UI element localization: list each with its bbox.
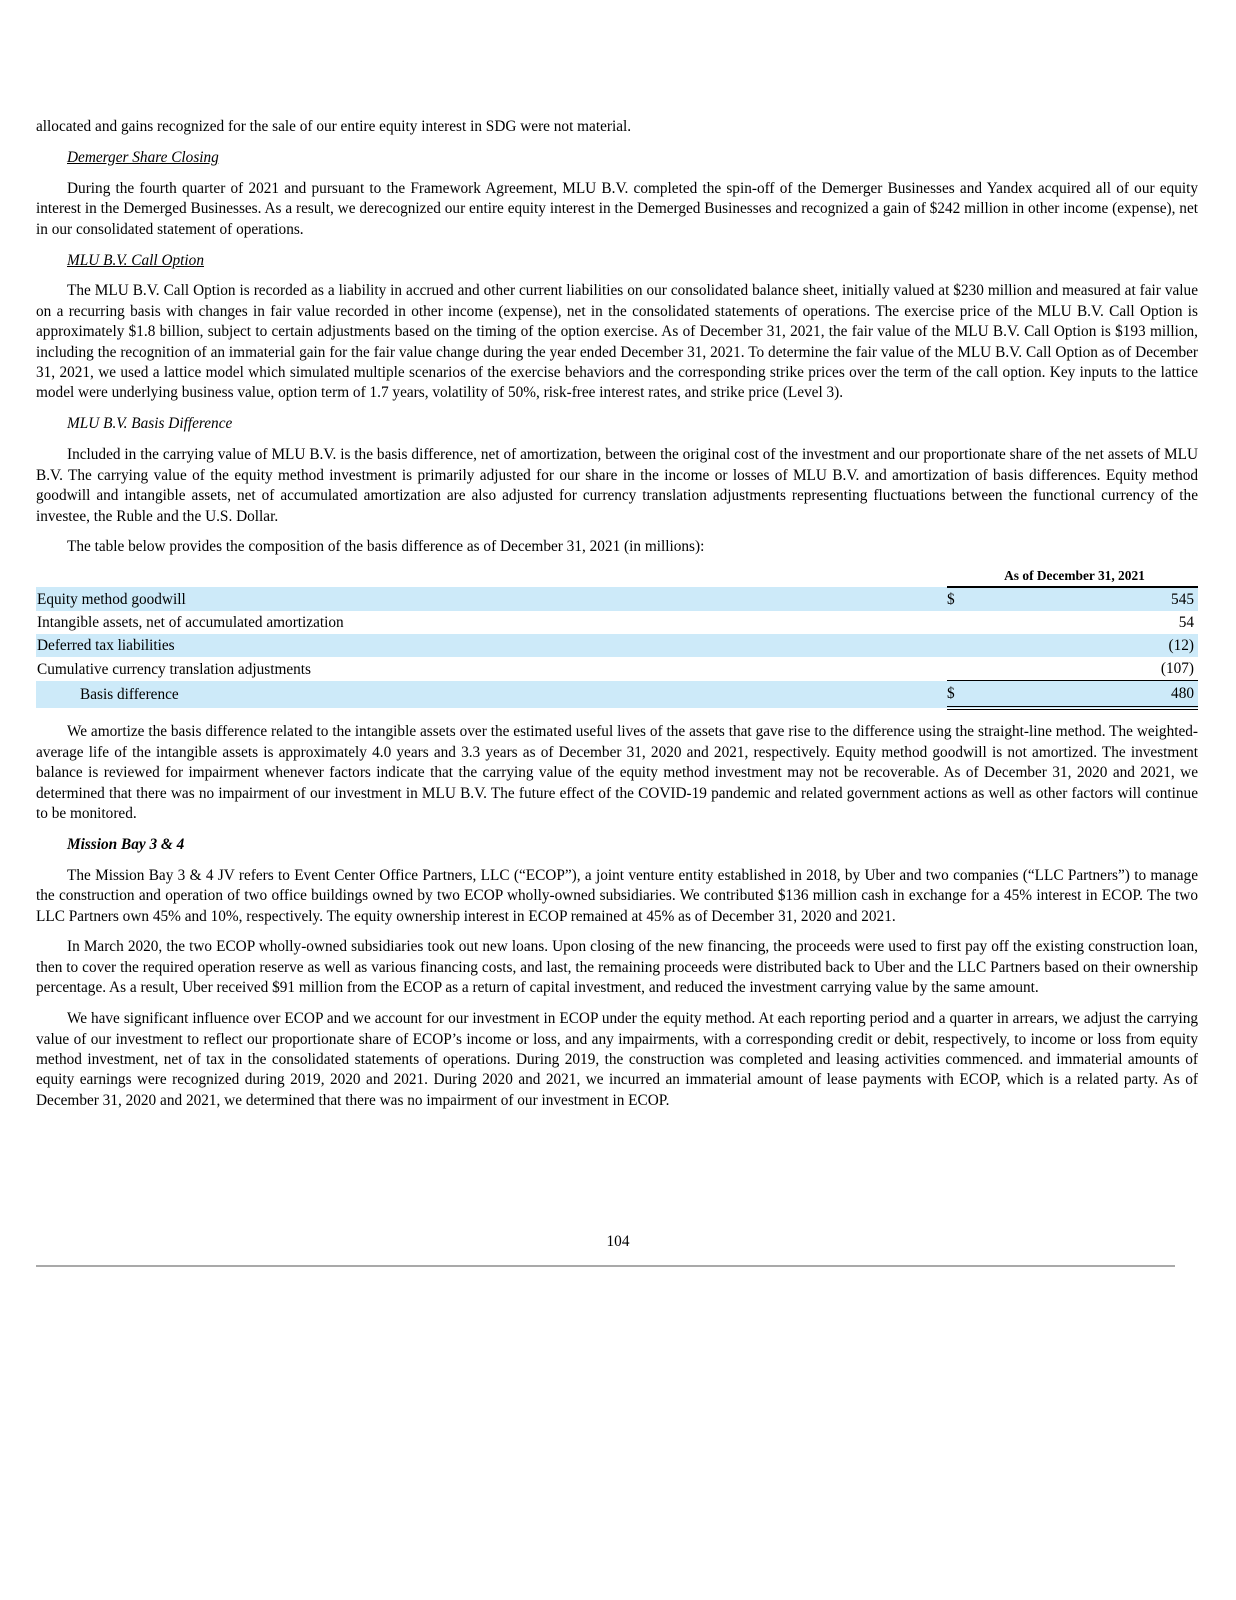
row-value: (12) (971, 634, 1198, 657)
table-row (36, 657, 1198, 681)
heading-demerger-share-closing: Demerger Share Closing (67, 148, 219, 166)
paragraph-sdg-gains: allocated and gains recognized for the sale of our entire equity interest in SDG were not material. (36, 118, 632, 135)
row-currency (947, 611, 971, 634)
paragraph-amortization: We amortize the basis difference related to the intangible assets over the estimated useful lives of the assets that gave rise to the difference using the straight-line method. The weighted-average life of the intangible assets is approximately 4.0 years and 3.3 years as of December 31, 2020 and 2021, respectively. Equity method goodwill is not amortized. The investment balance is reviewed for impairment whenever factors indicate that the carrying value of the equity method investment may not be recoverable. As of December 31, 2020 and 2021, we determined that there was no impairment of our investment in MLU B.V. The future effect of the COVID-19 pandemic and related government actions as well as other factors will continue to be monitored. (36, 723, 1198, 822)
paragraph-demerger: During the fourth quarter of 2021 and pursuant to the Framework Agreement, MLU B.V. completed the spin-off of the Demerger Businesses and Yandex acquired all of our equity interest in the Demerged Businesses. As a result, we derecognized our entire equity interest in the Demerged Businesses and recognized a gain of $242 million in other income (expense), net in our consolidated statement of operations. (36, 179, 1198, 238)
table-row (36, 611, 1198, 634)
row-label: Equity method goodwill (36, 587, 923, 611)
row-label: Deferred tax liabilities (36, 634, 923, 657)
footer-divider (36, 1265, 1175, 1267)
row-value: 54 (1178, 614, 1194, 632)
row-currency (947, 657, 971, 681)
row-label: Intangible assets, net of accumulated amortization (37, 614, 344, 632)
paragraph-mission-bay-2: In March 2020, the two ECOP wholly-owned subsidiaries took out new loans. Upon closing of the new financing, the proceeds were used to first pay off the existing construction loan, then to cover the required operation reserve as well as various financing costs, and last, the remaining proceeds were distributed back to Uber and the LLC Partners based on their ownership percentage. As a result, Uber received $91 million from the ECOP as a return of capital investment, and reduced the investment carrying value by the same amount. (36, 938, 1198, 997)
table-row (36, 587, 1198, 611)
row-label: Basis difference (36, 681, 923, 709)
table-total-row (36, 681, 1198, 709)
paragraph-call-option: The MLU B.V. Call Option is recorded as a liability in accrued and other current liabilities on our consolidated balance sheet, initially valued at $230 million and measured at fair value on a recurring basis with changes in fair value recorded in other income (expense), net in the consolidated statements of operations. The exercise price of the MLU B.V. Call Option is approximately $1.8 billion, subject to certain adjustments based on the timing of the option exercise. As of December 31, 2021, the fair value of the MLU B.V. Call Option is $193 million, including the recognition of an immaterial gain for the fair value change during the year ended December 31, 2021. To determine the fair value of the MLU B.V. Call Option as of December 31, 2021, we used a lattice model which simulated multiple scenarios of the exercise behaviors and the corresponding strike prices over the term of the call option. Key inputs to the lattice model were underlying business value, option term of 1.7 years, volatility of 50%, risk-free interest rates, and strike price (Level 3). (36, 282, 1198, 402)
heading-mlu-call-option: MLU B.V. Call Option (67, 251, 204, 269)
paragraph-mission-bay-1: The Mission Bay 3 & 4 JV refers to Event Center Office Partners, LLC (“ECOP”), a joint venture entity established in 2018, by Uber and two companies (“LLC Partners”) to manage the construction and operation of two office buildings owned by two ECOP wholly-owned subsidiaries. We contributed $136 million cash in exchange for a 45% interest in ECOP. The two LLC Partners own 45% and 10%, respectively. The equity ownership interest in ECOP remained at 45% as of December 31, 2020 and 2021. (36, 866, 1198, 925)
basis-difference-table (36, 568, 1198, 710)
row-value: 545 (971, 587, 1198, 611)
table-column-header: As of December 31, 2021 (1004, 568, 1145, 584)
page-number: 104 (606, 1233, 630, 1250)
paragraph-table-intro: The table below provides the composition of the basis difference as of December 31, 2021 (in millions): (67, 538, 705, 556)
heading-mlu-basis-difference: MLU B.V. Basis Difference (67, 415, 233, 433)
row-currency: $ (947, 587, 971, 611)
row-value: 480 (971, 681, 1198, 709)
row-value: (107) (1160, 660, 1194, 678)
row-currency (947, 634, 971, 657)
row-label: Cumulative currency translation adjustments (37, 660, 311, 678)
heading-mission-bay: Mission Bay 3 & 4 (67, 835, 185, 853)
document-page (36, 117, 1198, 1122)
paragraph-basis-difference: Included in the carrying value of MLU B.V. is the basis difference, net of amortization, between the original cost of the investment and our proportionate share of the net assets of MLU B.V. The carrying value of the equity method investment is primarily adjusted for our share in the income or losses of MLU B.V. and amortization of basis differences. Equity method goodwill and intangible assets, net of accumulated amortization are also adjusted for currency translation adjustments representing fluctuations between the functional currency of the investee, the Ruble and the U.S. Dollar. (36, 446, 1198, 525)
row-currency: $ (947, 681, 971, 709)
paragraph-mission-bay-3: We have significant influence over ECOP and we account for our investment in ECOP under the equity method. At each reporting period and a quarter in arrears, we adjust the carrying value of our investment to reflect our proportionate share of ECOP’s income or loss, and any impairments, with a corresponding credit or debit, respectively, to income or loss from equity method investment, net of tax in the consolidated statements of operations. During 2019, the construction was completed and leasing activities commenced. and immaterial amounts of equity earnings were recognized during 2019, 2020 and 2021. During 2020 and 2021, we incurred an immaterial amount of lease payments with ECOP, which is a related party. As of December 31, 2020 and 2021, we determined that there was no impairment of our investment in ECOP. (36, 1010, 1198, 1109)
table-row (36, 634, 1198, 657)
